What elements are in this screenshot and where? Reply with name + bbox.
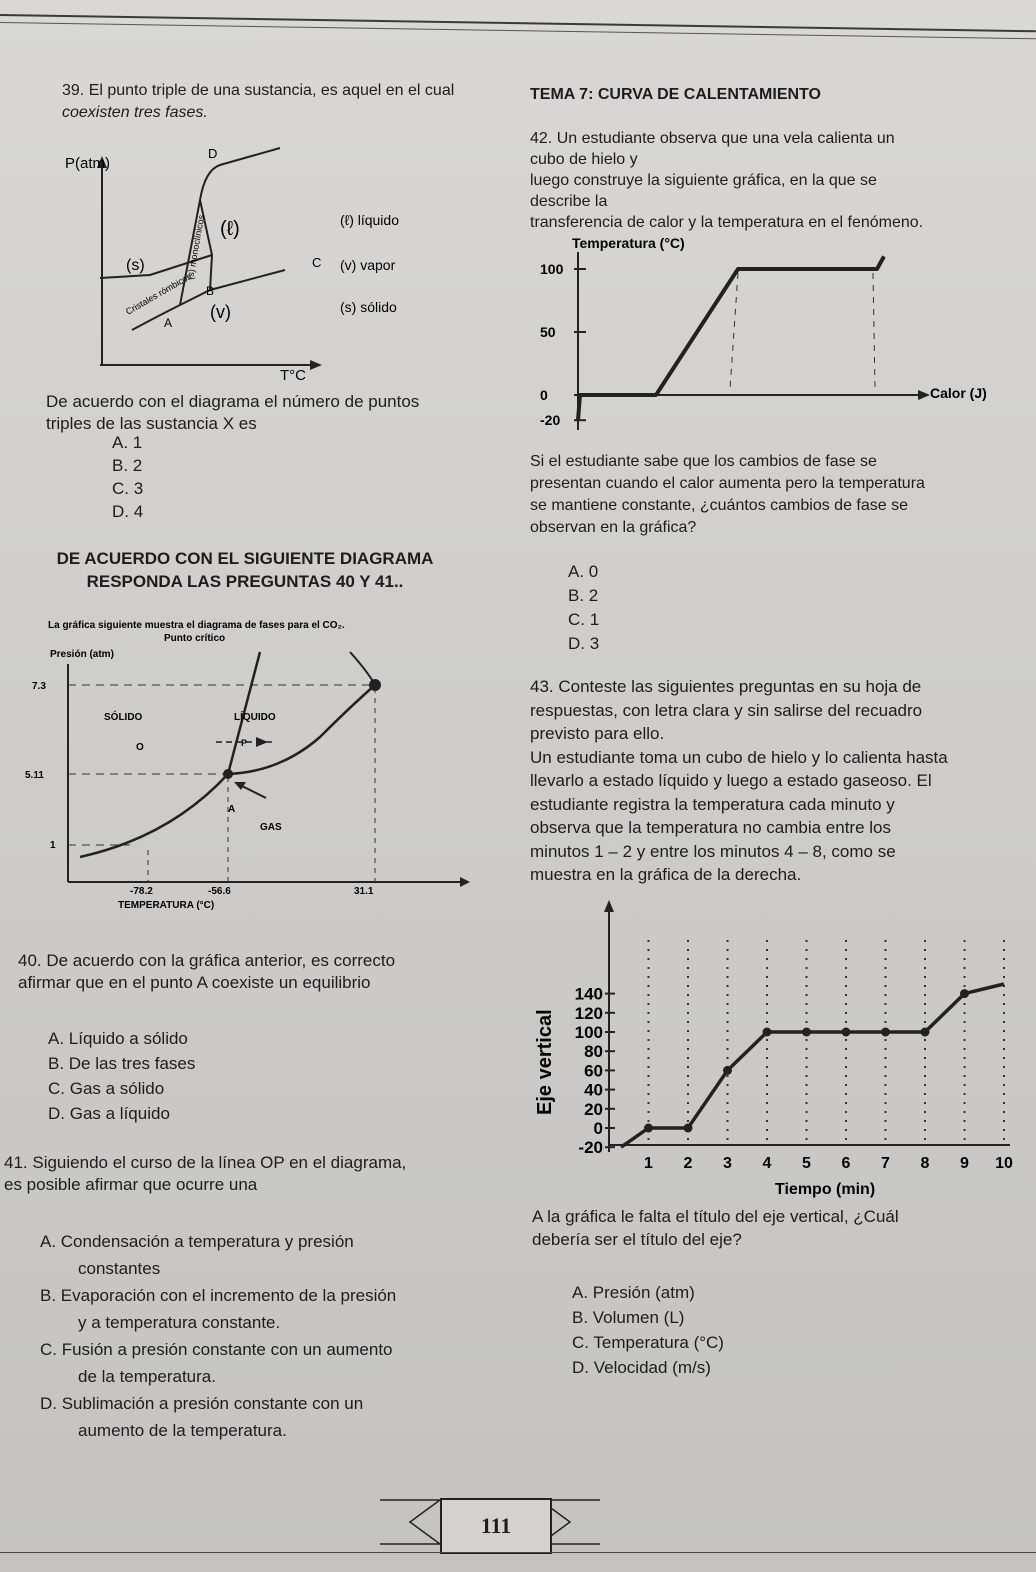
chart2-xtick: 1 xyxy=(644,1155,653,1172)
q39-option-c[interactable]: C. 3 xyxy=(112,479,144,498)
q42-option-d[interactable]: D. 3 xyxy=(568,634,600,653)
point-b: B xyxy=(206,284,215,298)
q42-question-line2: presentan cuando el calor aumenta pero la temperatura xyxy=(530,475,925,492)
q41-option-b-cont: y a temperatura constante. xyxy=(78,1313,281,1332)
chart1-guide xyxy=(873,273,875,389)
chart1-ytick: 0 xyxy=(540,387,548,403)
chart1-xlabel: Calor (J) xyxy=(930,385,987,401)
q41-option-d-cont: aumento de la temperatura. xyxy=(78,1421,287,1440)
chart2-xtick: 3 xyxy=(723,1155,732,1172)
q42-option-c[interactable]: C. 1 xyxy=(568,610,600,629)
point-a-co2: A xyxy=(228,804,236,815)
point-a: A xyxy=(164,316,173,330)
q39-line2: coexisten tres fases. xyxy=(62,104,208,121)
gas-region-label: GAS xyxy=(260,822,282,833)
p-axis-label: P(atm) xyxy=(65,155,110,172)
label-monoclinicos: (s) monoclínicos xyxy=(185,214,207,281)
transition-curve xyxy=(200,200,212,290)
q41-option-c-cont: de la temperatura. xyxy=(78,1367,216,1386)
xtick-31: 31.1 xyxy=(354,886,374,897)
q43-line5: llevarlo a estado líquido y luego a estado gaseoso. El xyxy=(530,771,932,790)
chart2-point xyxy=(684,1124,693,1133)
critical-point xyxy=(369,679,381,691)
chart2-xtick: 9 xyxy=(960,1155,969,1172)
chart2-ytick: 40 xyxy=(584,1080,603,1100)
co2-x-arrow xyxy=(460,877,470,887)
legend-vapor: (v) vapor xyxy=(340,257,396,273)
q40-option-c[interactable]: C. Gas a sólido xyxy=(48,1079,165,1098)
q43-line6: estudiante registra la temperatura cada minuto y xyxy=(530,794,895,814)
q43-options xyxy=(572,1280,724,1380)
chart2-point xyxy=(881,1028,890,1037)
q43-line8: minutos 1 – 2 y entre los minutos 4 – 8, como se xyxy=(530,841,896,861)
chart2-xtick: 8 xyxy=(920,1155,930,1172)
x-axis-arrow xyxy=(310,360,322,370)
t-axis-label: T°C xyxy=(280,367,306,384)
chart2-y-arrow xyxy=(604,900,614,912)
q41-option-c[interactable]: C. Fusión a presión constante con un aumento xyxy=(40,1340,393,1359)
region-solid: (s) xyxy=(126,257,145,274)
chart2-ytick: 20 xyxy=(584,1099,603,1119)
chart2-ytick: 140 xyxy=(574,984,603,1004)
q42-question-line3: se mantiene constante, ¿cuántos cambios de fase se xyxy=(530,497,908,514)
chart2-xtick: 2 xyxy=(683,1155,693,1172)
instructions-line1: DE ACUERDO CON EL SIGUIENTE DIAGRAMA xyxy=(56,549,434,568)
chart1-ytick: -20 xyxy=(540,412,561,429)
critical-arrow-line xyxy=(350,652,375,685)
sulfur-phase-diagram xyxy=(40,130,480,390)
chart2-ytick: -20 xyxy=(578,1138,603,1158)
point-d: D xyxy=(208,146,218,161)
chart2-point xyxy=(921,1028,930,1037)
ytick-5-11: 5.11 xyxy=(25,770,44,781)
q40-option-b[interactable]: B. De las tres fases xyxy=(48,1054,196,1073)
q43-question xyxy=(532,1205,972,1251)
chart2-point xyxy=(842,1028,851,1037)
q39-options xyxy=(112,431,143,523)
legend-solid: (s) sólido xyxy=(340,299,397,315)
chart1-ylabel: Temperatura (°C) xyxy=(572,235,685,251)
q40-line2: afirmar que en el punto A coexiste un equilibrio xyxy=(18,973,371,992)
q39-line1: 39. El punto triple de una sustancia, es aquel en el cual xyxy=(62,82,455,99)
section-title: TEMA 7: CURVA DE CALENTAMIENTO xyxy=(530,86,821,103)
q42-line1: 42. Un estudiante observa que una vela calienta un xyxy=(530,130,895,147)
chart2-ytick: 120 xyxy=(574,1003,603,1023)
q43-option-a[interactable]: A. Presión (atm) xyxy=(572,1283,695,1302)
xtick-neg78: -78.2 xyxy=(130,886,153,897)
q42-question xyxy=(530,451,942,539)
q42-line2: cubo de hielo y xyxy=(530,151,638,168)
q40-line1: 40. De acuerdo con la gráfica anterior, es correcto xyxy=(18,951,396,970)
point-c: C xyxy=(312,255,322,270)
q41-option-b[interactable]: B. Evaporación con el incremento de la presión xyxy=(40,1286,397,1305)
q42-option-b[interactable]: B. 2 xyxy=(568,586,599,605)
label-rombicos: Cristales rómbicos xyxy=(124,271,194,317)
q42-line5: transferencia de calor y la temperatura en el fenómeno. xyxy=(530,214,924,231)
region-liquid: (ℓ) xyxy=(220,218,240,240)
q43-text xyxy=(530,675,958,887)
footer-rule xyxy=(0,1552,1036,1553)
chart2-point xyxy=(644,1124,653,1133)
q43-line1: 43. Conteste las siguientes preguntas en su hoja de xyxy=(530,677,922,696)
q43-line4: Un estudiante toma un cubo de hielo y lo calienta hasta xyxy=(530,747,948,767)
chart2-ytick: 80 xyxy=(584,1042,603,1062)
chart2-ytick: 60 xyxy=(584,1061,603,1081)
q41-line1: 41. Siguiendo el curso de la línea OP en el diagrama, xyxy=(4,1153,407,1172)
q39-question xyxy=(46,391,466,435)
critical-point-label: Punto crítico xyxy=(164,633,226,644)
chart2-xtick: 5 xyxy=(802,1155,811,1172)
q42-line4: describe la xyxy=(530,193,608,210)
q39-text xyxy=(62,80,454,124)
q40-option-d[interactable]: D. Gas a líquido xyxy=(48,1104,170,1123)
q41-line2: es posible afirmar que ocurre una xyxy=(4,1175,258,1194)
q39-question-line2: triples de las sustancia X es xyxy=(46,414,257,433)
chart1-x-arrow xyxy=(918,390,930,400)
q41-option-a[interactable]: A. Condensación a temperatura y presión xyxy=(40,1232,354,1251)
footer-left-bracket xyxy=(380,1500,440,1544)
chart2-xtick: 7 xyxy=(881,1155,890,1172)
co2-y-label: Presión (atm) xyxy=(50,649,114,660)
q39-question-line1: De acuerdo con el diagrama el número de puntos xyxy=(46,392,420,411)
chart2-xtick: 10 xyxy=(995,1155,1013,1172)
q43-line2: respuestas, con letra clara y sin salirse del recuadro xyxy=(530,700,923,720)
q43-option-d[interactable]: D. Velocidad (m/s) xyxy=(572,1358,711,1377)
chart1-guide xyxy=(730,273,738,389)
time-temperature-chart xyxy=(525,900,1015,1200)
q40-text xyxy=(18,950,458,994)
co2-phase-diagram xyxy=(20,612,490,917)
chart2-ylabel: Eje vertical xyxy=(534,1009,556,1115)
chart2-xtick: 6 xyxy=(841,1155,851,1172)
chart2-point xyxy=(723,1066,732,1075)
triple-point xyxy=(223,769,233,779)
chart2-ytick: 100 xyxy=(574,1023,603,1042)
vaporization-curve xyxy=(228,685,375,774)
chart2-point xyxy=(763,1028,772,1037)
q42-question-line4: observan en la gráfica? xyxy=(530,519,697,536)
q43-option-b[interactable]: B. Volumen (L) xyxy=(572,1308,685,1327)
chart2-ytick: 0 xyxy=(593,1119,603,1138)
ytick-7-3: 7.3 xyxy=(32,681,46,692)
q41-option-d[interactable]: D. Sublimación a presión constante con un xyxy=(40,1394,364,1413)
q43-question-line1: A la gráfica le falta el título del eje vertical, ¿Cuál xyxy=(532,1207,899,1226)
chart2-point xyxy=(960,989,969,998)
page-number: 111 xyxy=(440,1498,552,1554)
op-arrow xyxy=(256,737,268,747)
xtick-neg56: -56.6 xyxy=(208,886,231,897)
q42-options xyxy=(568,560,599,656)
point-p: P xyxy=(241,738,248,748)
co2-caption: La gráfica siguiente muestra el diagrama de fases para el CO₂. xyxy=(48,620,345,631)
co2-x-label: TEMPERATURA (°C) xyxy=(118,900,215,911)
heating-curve-chart xyxy=(530,230,1000,440)
legend-liquid: (ℓ) líquido xyxy=(340,212,399,228)
top-rule-thin xyxy=(0,22,1036,39)
q42-text xyxy=(530,128,932,233)
chart2-point xyxy=(802,1028,811,1037)
instructions xyxy=(40,547,450,593)
q42-line3: luego construye la siguiente gráfica, en la que se xyxy=(530,172,877,189)
q43-option-c[interactable]: C. Temperatura (°C) xyxy=(572,1333,724,1352)
q41-options xyxy=(40,1228,460,1444)
q39-option-d[interactable]: D. 4 xyxy=(112,502,144,521)
chart2-xlabel: Tiempo (min) xyxy=(775,1181,876,1198)
q40-options xyxy=(48,1026,195,1126)
liquid-region-label: LÍQUIDO xyxy=(234,712,276,723)
q43-line3: previsto para ello. xyxy=(530,724,665,743)
q41-text xyxy=(4,1152,464,1196)
q43-line9: muestra en la gráfica de la derecha. xyxy=(530,865,802,884)
instructions-line2: RESPONDA LAS PREGUNTAS 40 Y 41.. xyxy=(86,572,404,591)
q42-question-line1: Si el estudiante sabe que los cambios de fase se xyxy=(530,453,877,470)
ytick-1: 1 xyxy=(50,840,56,851)
chart1-ytick: 50 xyxy=(540,324,556,340)
chart1-ytick: 100 xyxy=(540,261,564,277)
point-o: O xyxy=(136,742,144,753)
q43-line7: observa que la temperatura no cambia entre los xyxy=(530,818,891,837)
q39-option-b[interactable]: B. 2 xyxy=(112,456,143,475)
chart2-series-line xyxy=(621,984,1004,1147)
region-vapor: (v) xyxy=(210,302,231,322)
q39-option-a[interactable]: A. 1 xyxy=(112,433,143,452)
q42-option-a[interactable]: A. 0 xyxy=(568,562,599,581)
solid-region-label: SÓLIDO xyxy=(104,712,143,723)
q41-option-a-cont: constantes xyxy=(78,1259,161,1278)
chart2-xtick: 4 xyxy=(762,1155,772,1172)
q40-option-a[interactable]: A. Líquido a sólido xyxy=(48,1029,188,1048)
q43-question-line2: debería ser el título del eje? xyxy=(532,1230,742,1249)
